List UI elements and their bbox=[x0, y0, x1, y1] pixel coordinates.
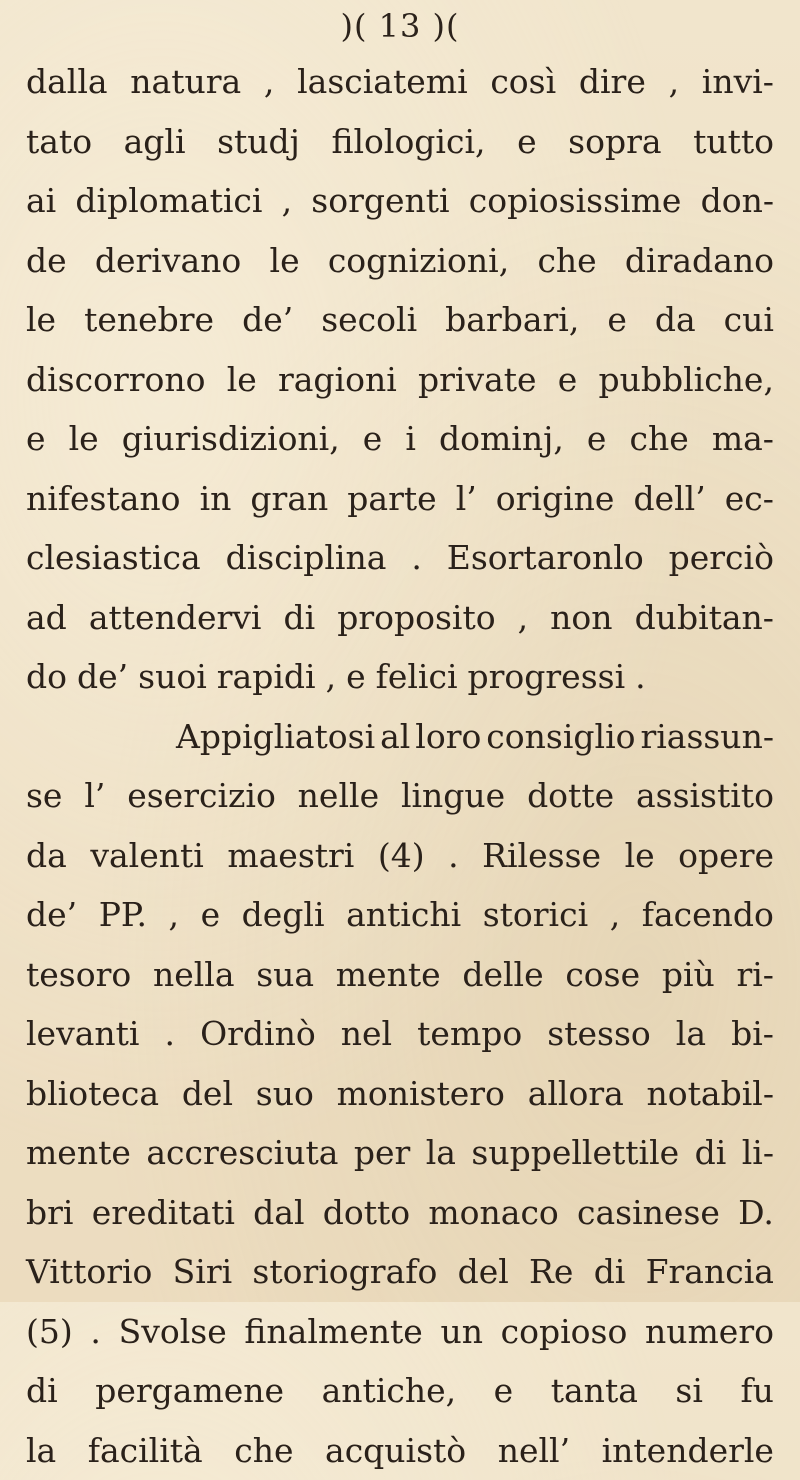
word: Francia bbox=[646, 1242, 774, 1302]
word: lingue bbox=[401, 766, 505, 826]
word: di bbox=[695, 1123, 727, 1183]
word: private bbox=[418, 350, 537, 410]
word: , bbox=[264, 52, 275, 112]
word: , bbox=[282, 171, 293, 231]
word: . bbox=[411, 528, 422, 588]
word: sorgenti bbox=[311, 171, 449, 231]
text-line bbox=[26, 885, 774, 945]
text-line bbox=[26, 826, 774, 886]
text-line bbox=[26, 112, 774, 172]
word: e bbox=[26, 409, 46, 469]
text-line bbox=[26, 1421, 774, 1480]
word: felici bbox=[376, 647, 458, 707]
word: che bbox=[234, 1421, 293, 1480]
text-line bbox=[26, 1302, 774, 1362]
word: al bbox=[380, 707, 410, 767]
word: facilità bbox=[88, 1421, 203, 1480]
word: non bbox=[550, 588, 612, 648]
word: dominj, bbox=[439, 409, 564, 469]
text-line bbox=[26, 588, 774, 648]
word: di bbox=[283, 588, 315, 648]
text-line bbox=[26, 290, 774, 350]
word: (4) bbox=[378, 826, 425, 886]
word: disciplina bbox=[226, 528, 387, 588]
text-line bbox=[26, 469, 774, 529]
word: finalmente bbox=[244, 1302, 422, 1362]
word: clesiastica bbox=[26, 528, 201, 588]
word: le bbox=[270, 231, 300, 291]
word: allora bbox=[528, 1064, 624, 1124]
word: , bbox=[610, 885, 621, 945]
word: casinese bbox=[577, 1183, 720, 1243]
word: e bbox=[494, 1361, 514, 1421]
word: valenti bbox=[90, 826, 203, 886]
word: dotte bbox=[527, 766, 614, 826]
word: consiglio bbox=[486, 707, 635, 767]
word: suoi bbox=[138, 647, 207, 707]
word: . bbox=[165, 1004, 176, 1064]
word: degli bbox=[242, 885, 325, 945]
word: . bbox=[90, 1302, 101, 1362]
word: Appigliatosi bbox=[176, 707, 375, 767]
word: discorrono bbox=[26, 350, 206, 410]
word: cui bbox=[724, 290, 774, 350]
word: PP. bbox=[99, 885, 147, 945]
word: nifestano bbox=[26, 469, 181, 529]
word: monistero bbox=[337, 1064, 505, 1124]
word: cose bbox=[565, 945, 640, 1005]
word: cognizioni, bbox=[328, 231, 509, 291]
word: ragioni bbox=[278, 350, 397, 410]
word: copioso bbox=[501, 1302, 628, 1362]
word: del bbox=[458, 1242, 509, 1302]
word: la bbox=[26, 1421, 56, 1480]
word: monaco bbox=[428, 1183, 558, 1243]
word: del bbox=[182, 1064, 233, 1124]
word: . bbox=[635, 647, 646, 707]
word: mente bbox=[336, 945, 441, 1005]
word: , bbox=[518, 588, 529, 648]
word: gran bbox=[250, 469, 328, 529]
word: don- bbox=[701, 171, 774, 231]
word: mente bbox=[26, 1123, 131, 1183]
word: D. bbox=[738, 1183, 774, 1243]
word: Ordinò bbox=[200, 1004, 316, 1064]
word: le bbox=[69, 409, 99, 469]
word: perciò bbox=[669, 528, 774, 588]
word: le bbox=[625, 826, 655, 886]
word: un bbox=[440, 1302, 483, 1362]
text-line bbox=[26, 1004, 774, 1064]
word: per bbox=[354, 1123, 410, 1183]
word: notabil- bbox=[647, 1064, 774, 1124]
text-line bbox=[26, 528, 774, 588]
word: pubbliche, bbox=[598, 350, 774, 410]
word: Esortaronlo bbox=[447, 528, 644, 588]
word: ereditati bbox=[92, 1183, 235, 1243]
word: di bbox=[26, 1361, 58, 1421]
word: la bbox=[676, 1004, 706, 1064]
word: intenderle bbox=[602, 1421, 774, 1480]
word: facendo bbox=[642, 885, 774, 945]
word: diradano bbox=[625, 231, 774, 291]
word: così bbox=[490, 52, 556, 112]
word: bi- bbox=[731, 1004, 774, 1064]
word: l’ bbox=[456, 469, 477, 529]
word: storiografo bbox=[252, 1242, 437, 1302]
page-number-header: )( 13 )( bbox=[0, 6, 800, 46]
word: , bbox=[669, 52, 680, 112]
word: antiche, bbox=[322, 1361, 457, 1421]
word: secoli bbox=[321, 290, 417, 350]
text-line bbox=[26, 171, 774, 231]
word: de’ bbox=[26, 885, 77, 945]
word: da bbox=[26, 826, 67, 886]
word: natura bbox=[130, 52, 241, 112]
text-line bbox=[26, 1123, 774, 1183]
word: invi- bbox=[702, 52, 774, 112]
word: suo bbox=[256, 1064, 314, 1124]
word: blioteca bbox=[26, 1064, 159, 1124]
word: , bbox=[326, 647, 337, 707]
word: dubitan- bbox=[635, 588, 774, 648]
word: maestri bbox=[227, 826, 354, 886]
word: le bbox=[26, 290, 56, 350]
word: assistito bbox=[636, 766, 774, 826]
word: tenebre bbox=[84, 290, 214, 350]
text-line bbox=[26, 231, 774, 291]
word: in bbox=[200, 469, 232, 529]
text-line bbox=[26, 1361, 774, 1421]
body-text bbox=[26, 52, 774, 1480]
word: sopra bbox=[568, 112, 661, 172]
word: e bbox=[587, 409, 607, 469]
word: filologici, bbox=[331, 112, 485, 172]
word: nell’ bbox=[498, 1421, 570, 1480]
word: studj bbox=[217, 112, 300, 172]
word: copiosissime bbox=[469, 171, 682, 231]
word: ma- bbox=[712, 409, 774, 469]
word: ec- bbox=[725, 469, 774, 529]
word: e bbox=[607, 290, 627, 350]
text-line bbox=[26, 409, 774, 469]
word: , bbox=[169, 885, 180, 945]
word: derivano bbox=[95, 231, 241, 291]
word: fu bbox=[740, 1361, 773, 1421]
word: acquistò bbox=[325, 1421, 466, 1480]
text-line bbox=[26, 707, 774, 767]
word: opere bbox=[678, 826, 774, 886]
text-line bbox=[26, 1064, 774, 1124]
word: tempo bbox=[417, 1004, 522, 1064]
text-line bbox=[26, 1183, 774, 1243]
word: dell’ bbox=[633, 469, 705, 529]
word: Re bbox=[529, 1242, 573, 1302]
word: do bbox=[26, 647, 67, 707]
word: bri bbox=[26, 1183, 73, 1243]
word: dotto bbox=[323, 1183, 410, 1243]
word: agli bbox=[124, 112, 186, 172]
text-line bbox=[26, 945, 774, 1005]
word: (5) bbox=[26, 1302, 73, 1362]
word: ad bbox=[26, 588, 67, 648]
word: li- bbox=[742, 1123, 774, 1183]
text-line bbox=[26, 52, 774, 112]
word: de bbox=[26, 231, 67, 291]
word: sua bbox=[256, 945, 314, 1005]
word: si bbox=[675, 1361, 703, 1421]
word: tutto bbox=[693, 112, 774, 172]
word: proposito bbox=[337, 588, 495, 648]
word: diplomatici bbox=[75, 171, 262, 231]
word: Svolse bbox=[119, 1302, 227, 1362]
word: l’ bbox=[84, 766, 105, 826]
word: dal bbox=[253, 1183, 304, 1243]
word: de’ bbox=[77, 647, 128, 707]
word: suppellettile bbox=[471, 1123, 679, 1183]
word: Vittorio bbox=[26, 1242, 152, 1302]
word: Siri bbox=[173, 1242, 233, 1302]
word: giurisdizioni, bbox=[122, 409, 340, 469]
text-line bbox=[26, 647, 774, 707]
word: accresciuta bbox=[146, 1123, 338, 1183]
word: . bbox=[448, 826, 459, 886]
word: antichi bbox=[346, 885, 461, 945]
word: attendervi bbox=[89, 588, 262, 648]
word: riassun- bbox=[640, 707, 774, 767]
word: rapidi bbox=[217, 647, 316, 707]
word: tato bbox=[26, 112, 92, 172]
word: nel bbox=[341, 1004, 392, 1064]
word: da bbox=[655, 290, 696, 350]
word: stesso bbox=[547, 1004, 650, 1064]
word: e bbox=[346, 647, 366, 707]
word: dalla bbox=[26, 52, 108, 112]
word: se bbox=[26, 766, 62, 826]
word: le bbox=[227, 350, 257, 410]
word: origine bbox=[496, 469, 615, 529]
text-line bbox=[26, 350, 774, 410]
word: Rilesse bbox=[482, 826, 601, 886]
word: nella bbox=[153, 945, 235, 1005]
word: ai bbox=[26, 171, 56, 231]
word: levanti bbox=[26, 1004, 139, 1064]
word: numero bbox=[645, 1302, 774, 1362]
word: e bbox=[201, 885, 221, 945]
word: dire bbox=[579, 52, 646, 112]
word: che bbox=[630, 409, 689, 469]
word: barbari, bbox=[445, 290, 579, 350]
word: la bbox=[426, 1123, 456, 1183]
word: delle bbox=[462, 945, 543, 1005]
word: più bbox=[662, 945, 715, 1005]
word: e bbox=[517, 112, 537, 172]
text-line bbox=[26, 766, 774, 826]
word: che bbox=[537, 231, 596, 291]
text-line bbox=[26, 1242, 774, 1302]
word: tanta bbox=[551, 1361, 638, 1421]
word: e bbox=[558, 350, 578, 410]
word: tesoro bbox=[26, 945, 131, 1005]
word: di bbox=[594, 1242, 626, 1302]
word: lasciatemi bbox=[297, 52, 468, 112]
word: e bbox=[363, 409, 383, 469]
word: parte bbox=[347, 469, 436, 529]
word: pergamene bbox=[95, 1361, 284, 1421]
word: i bbox=[405, 409, 416, 469]
word: storici bbox=[483, 885, 588, 945]
word: esercizio bbox=[127, 766, 276, 826]
word: loro bbox=[415, 707, 481, 767]
word: de’ bbox=[242, 290, 293, 350]
word: nelle bbox=[298, 766, 379, 826]
word: ri- bbox=[736, 945, 773, 1005]
word: progressi bbox=[468, 647, 626, 707]
